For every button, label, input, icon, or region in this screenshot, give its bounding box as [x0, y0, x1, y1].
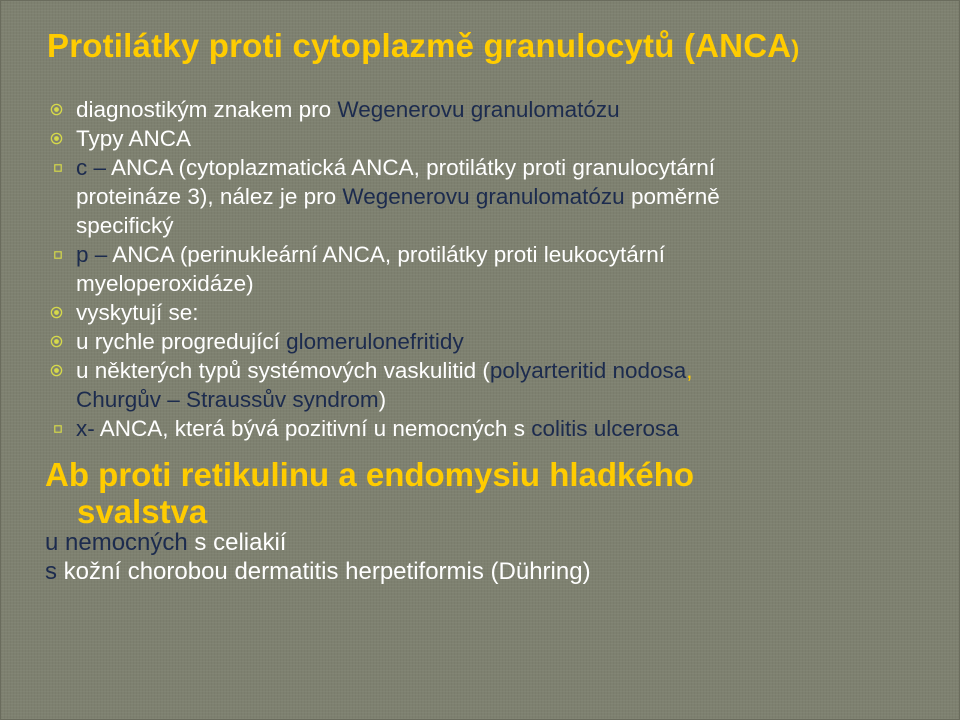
list-item	[1, 298, 960, 327]
list-item	[1, 95, 960, 124]
text-run: , která bývá pozitivní u nemocných s	[162, 416, 532, 441]
plain-line	[45, 528, 925, 558]
text-run: poměrně	[624, 184, 720, 209]
slide-title	[47, 27, 927, 65]
square-bullet-icon	[54, 164, 62, 172]
text-run: ANCA (perinukleární ANCA, protilátky proti leukocytární	[112, 242, 666, 267]
text-run: u rychle progredující	[76, 329, 287, 354]
text-run: s celiakií	[194, 529, 287, 556]
text-run: ,	[686, 358, 693, 383]
text-run: s	[45, 558, 64, 585]
bullet-list	[1, 95, 960, 443]
list-item	[1, 414, 960, 443]
text-run: p –	[76, 242, 113, 267]
list-item-line	[76, 414, 921, 443]
circle-bullet-icon	[50, 306, 63, 319]
text-run: kožní chorobou dermatitis herpetiformis (Dühring)	[63, 558, 591, 585]
list-item-line	[76, 211, 921, 240]
list-item-line	[76, 182, 921, 211]
text-run: Wegenerovu granulomatózu	[342, 184, 625, 209]
list-item-line	[76, 240, 921, 269]
text-run: myeloperoxidáze)	[76, 271, 254, 296]
list-item	[1, 327, 960, 356]
text-run: u některých typů systémových vaskulitid (	[76, 358, 490, 383]
list-item-line	[76, 269, 921, 298]
circle-bullet-icon	[50, 103, 63, 116]
list-item-line	[76, 153, 921, 182]
text-run: Wegenerovu granulomatózu	[337, 97, 620, 122]
list-item-line	[76, 95, 921, 124]
list-item	[1, 124, 960, 153]
slide-title-close: )	[791, 36, 800, 63]
text-run: u nemocných	[45, 529, 195, 556]
text-run: c –	[76, 155, 112, 180]
section-heading-line-1: Ab proti retikulinu a endomysiu hladkého	[45, 456, 695, 493]
text-run: specifický	[76, 213, 174, 238]
text-run: ANCA	[99, 416, 163, 441]
section-heading-line-2: svalstva	[77, 493, 208, 530]
list-item-line	[76, 356, 921, 385]
text-run: vyskytují se:	[76, 300, 199, 325]
text-run: x-	[76, 416, 100, 441]
circle-bullet-icon	[50, 364, 63, 377]
square-bullet-icon	[54, 425, 62, 433]
list-item-line	[76, 124, 921, 153]
square-bullet-icon	[54, 251, 62, 259]
text-run: proteináze 3), nález je pro	[76, 184, 343, 209]
circle-bullet-icon	[50, 132, 63, 145]
text-run: glomerulonefritidy	[286, 329, 464, 354]
list-item-line	[76, 385, 921, 414]
slide-title-main: Protilátky proti cytoplazmě granulocytů (ANCA	[47, 27, 792, 64]
list-item-line	[76, 327, 921, 356]
plain-line	[45, 557, 925, 587]
text-run: )	[378, 387, 387, 412]
list-item	[1, 240, 960, 298]
text-run: Churgův – Straussův syndrom	[76, 387, 379, 412]
text-run: ANCA (cytoplazmatická ANCA, protilátky proti granulocytární	[111, 155, 716, 180]
text-run: Typy ANCA	[76, 126, 192, 151]
text-run: colitis ulcerosa	[531, 416, 679, 441]
circle-bullet-icon	[50, 335, 63, 348]
list-item-line	[76, 298, 921, 327]
text-run: diagnostikým znakem pro	[76, 97, 338, 122]
section-heading	[45, 456, 925, 530]
text-run: polyarteritid nodosa	[489, 358, 687, 383]
list-item	[1, 356, 960, 414]
list-item	[1, 153, 960, 240]
